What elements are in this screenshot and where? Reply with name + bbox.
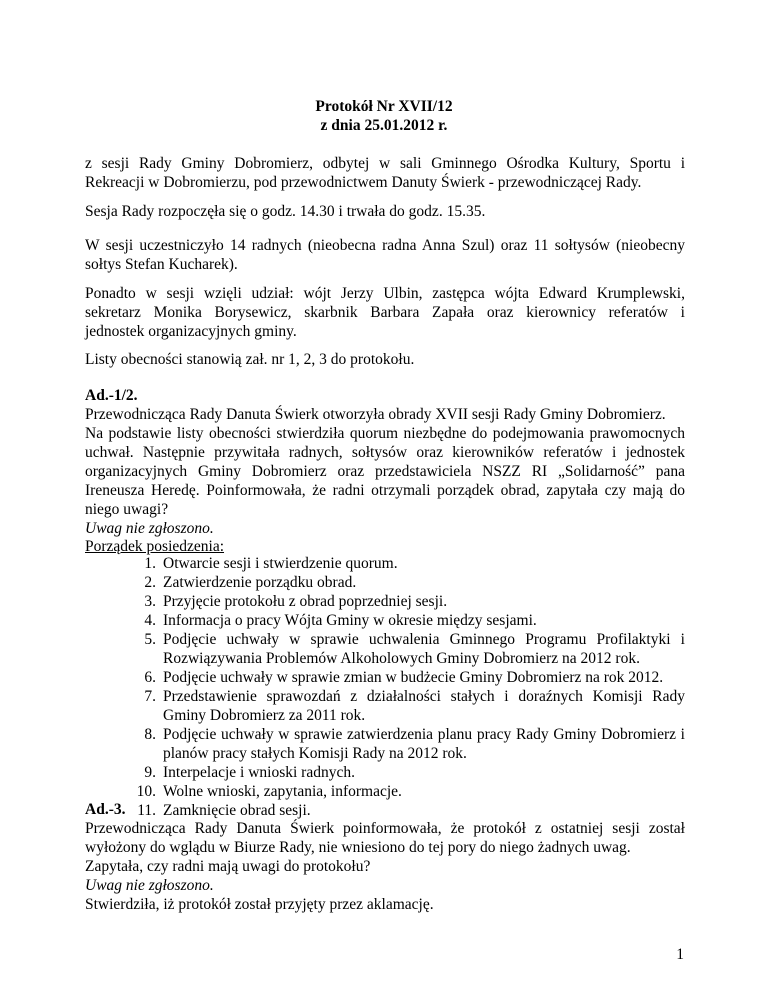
ad-1-2-line-6: niego uwagi? bbox=[85, 501, 169, 518]
attendance-lists-text: Listy obecności stanowią zał. nr 1, 2, 3 do protokołu. bbox=[85, 351, 415, 368]
ad-1-2-line-1: Przewodnicząca Rady Danuta Świerk otworzyła obrady XVII sesji Rady Gminy Dobromierz. bbox=[85, 406, 666, 423]
agenda-item-number: 1. bbox=[144, 555, 156, 572]
intro-paragraph bbox=[85, 154, 685, 192]
guests-line-1: Ponadto w sesji wzięli udział: wójt Jerzy Ulbin, zastępca wójta Edward Krumplewski, bbox=[85, 285, 685, 302]
section-ad-1-2 bbox=[85, 386, 685, 538]
guests-line-3: jednostek organizacyjnych gminy. bbox=[85, 323, 297, 340]
agenda-item bbox=[85, 573, 685, 592]
attendance-lists-paragraph bbox=[85, 350, 685, 369]
agenda-item bbox=[85, 630, 685, 668]
agenda-item bbox=[85, 668, 685, 687]
session-time-paragraph bbox=[85, 202, 685, 221]
agenda-item-number: 5. bbox=[144, 631, 156, 648]
agenda-item-number: 3. bbox=[144, 593, 156, 610]
agenda-item-number: 2. bbox=[144, 574, 156, 591]
agenda-item-text: Zamknięcie obrad sesji. bbox=[163, 802, 311, 819]
agenda-item bbox=[85, 687, 685, 725]
attendance-line-2: sołtys Stefan Kucharek). bbox=[85, 256, 238, 273]
agenda-item bbox=[85, 725, 685, 763]
agenda-item-text: Przedstawienie sprawozdań z działalności stałych i doraźnych Komisji Rady Gminy Dobromierz za 2011 rok. bbox=[163, 688, 685, 724]
ad-1-2-line-3: uchwał. Następnie przywitała radnych, sołtysów oraz kierowników referatów i jednostek bbox=[85, 444, 685, 461]
agenda-item-text: Przyjęcie protokołu z obrad poprzedniej sesji. bbox=[163, 593, 448, 610]
agenda-item-number: 7. bbox=[144, 688, 156, 705]
document-title bbox=[0, 97, 768, 135]
attendance-line-1: W sesji uczestniczyło 14 radnych (nieobecna radna Anna Szul) oraz 11 sołtysów (nieobecny bbox=[85, 237, 685, 254]
agenda-item-text: Podjęcie uchwały w sprawie zmian w budżecie Gminy Dobromierz na rok 2012. bbox=[163, 669, 664, 686]
agenda-list bbox=[85, 554, 685, 820]
agenda-item-text: Informacja o pracy Wójta Gminy w okresie między sesjami. bbox=[163, 612, 537, 629]
attendance-paragraph bbox=[85, 236, 685, 274]
ad-1-2-heading: Ad.-1/2. bbox=[85, 387, 138, 404]
agenda-item-number: 4. bbox=[144, 612, 156, 629]
agenda-item-text: Wolne wnioski, zapytania, informacje. bbox=[163, 783, 402, 800]
ad-3-line-1: Przewodnicząca Rady Danuta Świerk poinformowała, że protokół z ostatniej sesji został bbox=[85, 820, 685, 837]
ad-3-line-4: Stwierdziła, iż protokół został przyjęty przez aklamację. bbox=[85, 896, 434, 913]
agenda-item bbox=[85, 763, 685, 782]
agenda-item-number: 6. bbox=[144, 669, 156, 686]
agenda-item-text: Podjęcie uchwały w sprawie zatwierdzenia planu pracy Rady Gminy Dobromierz i planów pracy stałych Komisji Rady na 2012 rok. bbox=[163, 726, 685, 762]
agenda-item bbox=[85, 554, 685, 573]
title-line-1: Protokół Nr XVII/12 bbox=[315, 98, 453, 115]
ad-3-heading: Ad.-3. bbox=[85, 801, 126, 818]
ad-3-line-3: Zapytała, czy radni mają uwagi do protokołu? bbox=[85, 858, 371, 875]
agenda-item-text: Podjęcie uchwały w sprawie uchwalenia Gminnego Programu Profilaktyki i Rozwiązywania Problemów Alkoholowych Gminy Dobromierz na 2012 rok. bbox=[163, 631, 685, 667]
section-ad-3 bbox=[85, 800, 685, 914]
ad-1-2-note: Uwag nie zgłoszono. bbox=[85, 520, 214, 537]
agenda-item bbox=[85, 611, 685, 630]
guests-line-2: sekretarz Monika Borysewicz, skarbnik Barbara Zapała oraz kierownicy referatów i bbox=[85, 304, 685, 321]
guests-paragraph bbox=[85, 284, 685, 341]
agenda-item-number: 10. bbox=[136, 783, 156, 800]
ad-1-2-line-2: Na podstawie listy obecności stwierdziła quorum niezbędne do podejmowania prawomocnych bbox=[85, 425, 685, 442]
ad-3-line-2: wyłożony do wglądu w Biurze Rady, nie wniesiono do tej pory do niego żadnych uwag. bbox=[85, 839, 631, 856]
intro-line-2: Rekreacji w Dobromierzu, pod przewodnictwem Danuty Świerk - przewodniczącej Rady. bbox=[85, 174, 642, 191]
intro-line-1: z sesji Rady Gminy Dobromierz, odbytej w sali Gminnego Ośrodka Kultury, Sportu i bbox=[85, 155, 685, 172]
agenda-item-number: 9. bbox=[144, 764, 156, 781]
session-time-text: Sesja Rady rozpoczęła się o godz. 14.30 i trwała do godz. 15.35. bbox=[85, 203, 486, 220]
agenda-item-text: Zatwierdzenie porządku obrad. bbox=[163, 574, 357, 591]
ad-1-2-line-4: organizacyjnych Gminy Dobromierz oraz przedstawiciela NSZZ RI „Solidarność” pana bbox=[85, 463, 685, 480]
agenda-item bbox=[85, 782, 685, 801]
agenda-item bbox=[85, 592, 685, 611]
agenda-item-text: Otwarcie sesji i stwierdzenie quorum. bbox=[163, 555, 398, 572]
agenda-heading: Porządek posiedzenia: bbox=[85, 538, 225, 555]
agenda-item-text: Interpelacje i wnioski radnych. bbox=[163, 764, 355, 781]
agenda-item-number: 11. bbox=[137, 802, 156, 819]
ad-1-2-line-5: Ireneusza Heredę. Poinformowała, że radni otrzymali porządek obrad, zapytała czy mają do bbox=[85, 482, 685, 499]
agenda-item-number: 8. bbox=[144, 726, 156, 743]
ad-3-note: Uwag nie zgłoszono. bbox=[85, 877, 214, 894]
title-line-2: z dnia 25.01.2012 r. bbox=[320, 117, 448, 134]
page-number: 1 bbox=[676, 946, 684, 963]
